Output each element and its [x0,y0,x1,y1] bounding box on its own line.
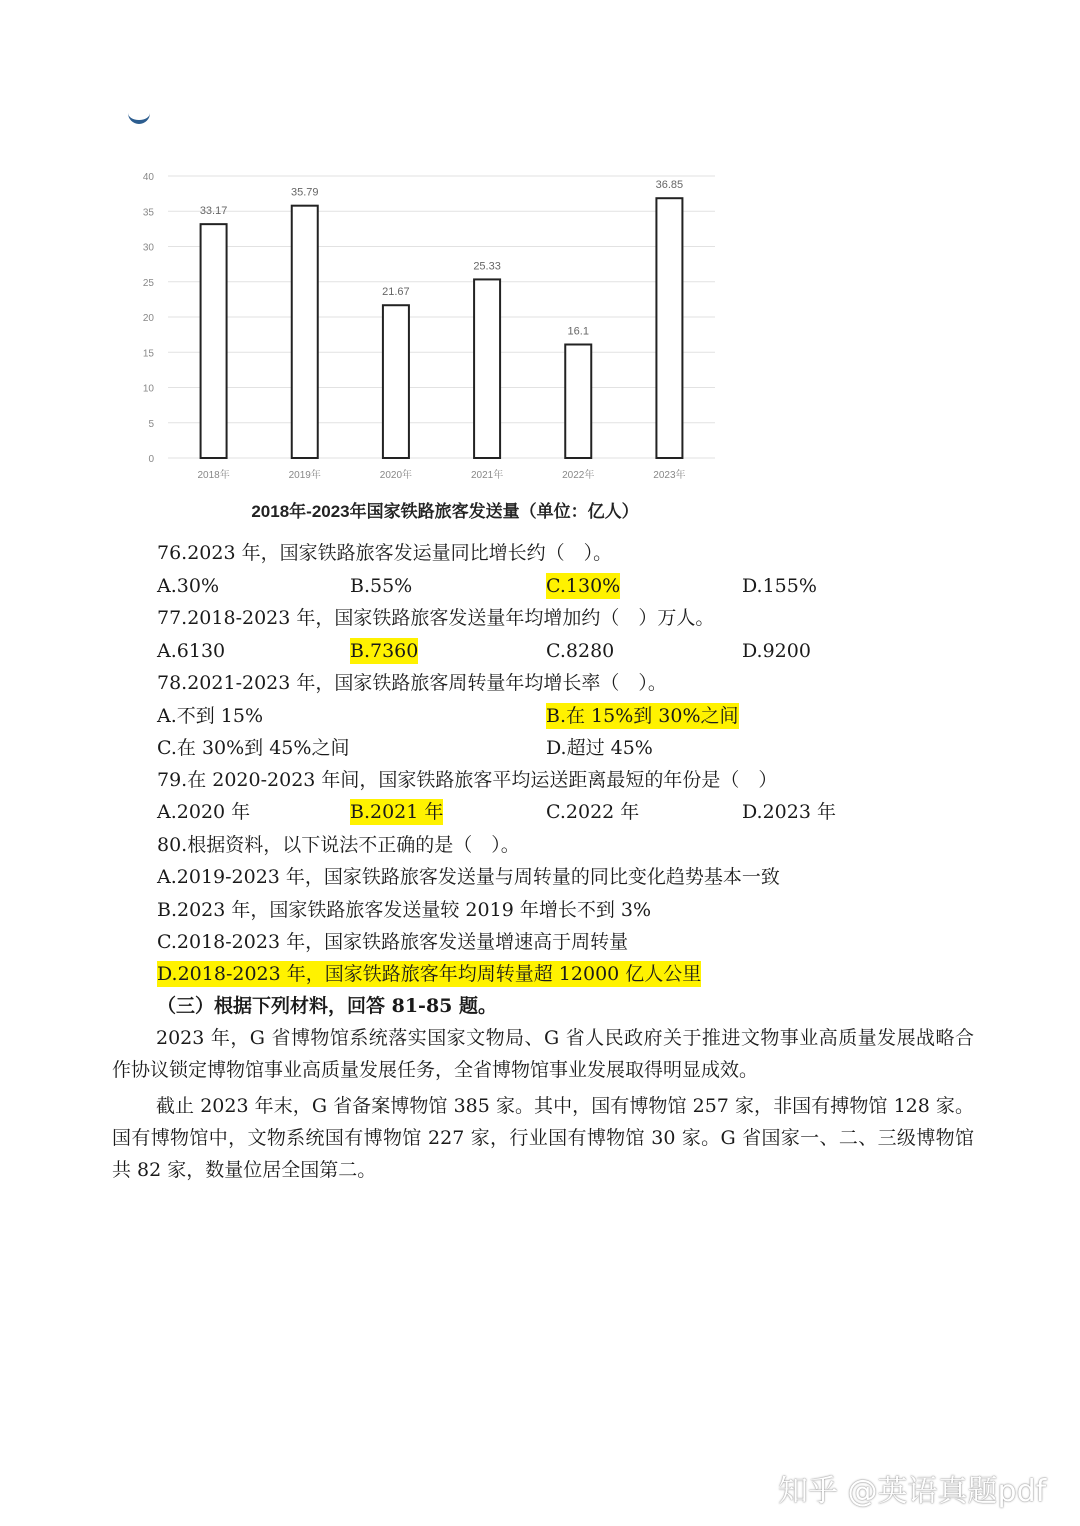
question-78-stem: 78.2021-2023 年，国家铁路旅客周转量年均增长率（ ）。 [157,672,667,694]
q80-option-a[interactable]: A.2019-2023 年，国家铁路旅客发送量与周转量的同比变化趋势基本一致 [157,866,780,888]
q76-option-c[interactable]: C.130% [546,575,621,597]
material-paragraph-2: 截止 2023 年末，G 省备案博物馆 385 家。其中，国有博物馆 257 家，非国有搏物馆 128 家。国有博物馆中，文物系统国有博物馆 227 家，行业国有博物馆 30 家。G 省国家一、二、三级博物馆共 82 家，数量位居全国第二。 [112,1095,974,1181]
section-heading: （三）根据下列材料，回答 81-85 题。 [157,995,497,1017]
y-tick-label: 20 [142,313,154,324]
q78-option-a[interactable]: A.不到 15% [157,705,264,727]
q77-option-c[interactable]: C.8280 [546,640,615,662]
q77-option-b[interactable]: B.7360 [350,640,419,662]
bar [383,305,409,458]
data-label: 33.17 [199,205,228,218]
data-label: 35.79 [290,186,319,199]
bar [565,344,591,458]
data-label: 36.85 [655,179,684,192]
y-tick-label: 0 [148,454,154,465]
x-tick-label: 2022年 [562,470,595,481]
y-tick-label: 35 [142,207,154,219]
q78-option-b[interactable]: B.在 15%到 30%之间 [546,705,739,727]
q80-option-c[interactable]: C.2018-2023 年，国家铁路旅客发送量增速高于周转量 [157,931,629,953]
q77-option-a[interactable]: A.6130 [157,640,226,662]
watermark: 知乎 @英语真题pdf [778,1474,1047,1509]
chart-title: 2018年-2023年国家铁路旅客发送量（单位：亿人） [251,502,639,521]
q76-option-d[interactable]: D.155% [742,575,817,597]
q78-option-c[interactable]: C.在 30%到 45%之间 [157,737,350,759]
data-label: 25.33 [473,260,501,273]
question-76-stem: 76.2023 年，国家铁路旅客发运量同比增长约（ ）。 [157,542,613,564]
question-80-stem: 80.根据资料，以下说法不正确的是（ ）。 [157,834,520,856]
bar [656,198,682,458]
y-tick-label: 5 [148,418,154,430]
q78-option-d[interactable]: D.超过 45% [546,737,653,759]
data-label: 21.67 [382,286,410,299]
q80-option-b[interactable]: B.2023 年，国家铁路旅客发送量较 2019 年增长不到 3% [157,899,652,921]
y-tick-label: 10 [142,383,154,395]
q79-option-a[interactable]: A.2020 年 [157,801,251,823]
y-tick-label: 30 [142,242,154,254]
bar [201,224,227,458]
q76-option-b[interactable]: B.55% [350,575,413,597]
x-tick-label: 2020年 [379,470,413,481]
data-label: 16.1 [567,325,589,338]
x-tick-label: 2023年 [653,470,686,481]
q80-option-d[interactable]: D.2018-2023 年，国家铁路旅客年均周转量超 12000 亿人公里 [157,963,702,985]
q79-option-b[interactable]: B.2021 年 [350,801,444,823]
y-tick-label: 15 [142,348,154,360]
y-tick-label: 40 [142,172,154,183]
bar [292,206,318,458]
material-paragraph-1: 2023 年，G 省博物馆系统落实国家文物局、G 省人民政府关于推进文物事业高质量发展战略合作协议锁定博物馆事业高质量发展任务，全省博物馆事业发展取得明显成效。 [112,1027,974,1081]
q79-option-d[interactable]: D.2023 年 [742,801,836,823]
x-tick-label: 2019年 [288,470,321,481]
q76-option-a[interactable]: A.30% [157,575,219,597]
y-tick-label: 25 [142,277,154,289]
corner-decoration [128,112,150,124]
bar-chart [130,160,730,490]
x-tick-label: 2018年 [197,470,230,481]
question-79-stem: 79.在 2020-2023 年间，国家铁路旅客平均运送距离最短的年份是（ ） [157,769,778,791]
q77-option-d[interactable]: D.9200 [742,640,811,662]
question-77-stem: 77.2018-2023 年，国家铁路旅客发送量年均增加约（ ）万人。 [157,607,715,629]
bar [474,279,500,458]
x-tick-label: 2021年 [470,470,504,481]
q79-option-c[interactable]: C.2022 年 [546,801,640,823]
